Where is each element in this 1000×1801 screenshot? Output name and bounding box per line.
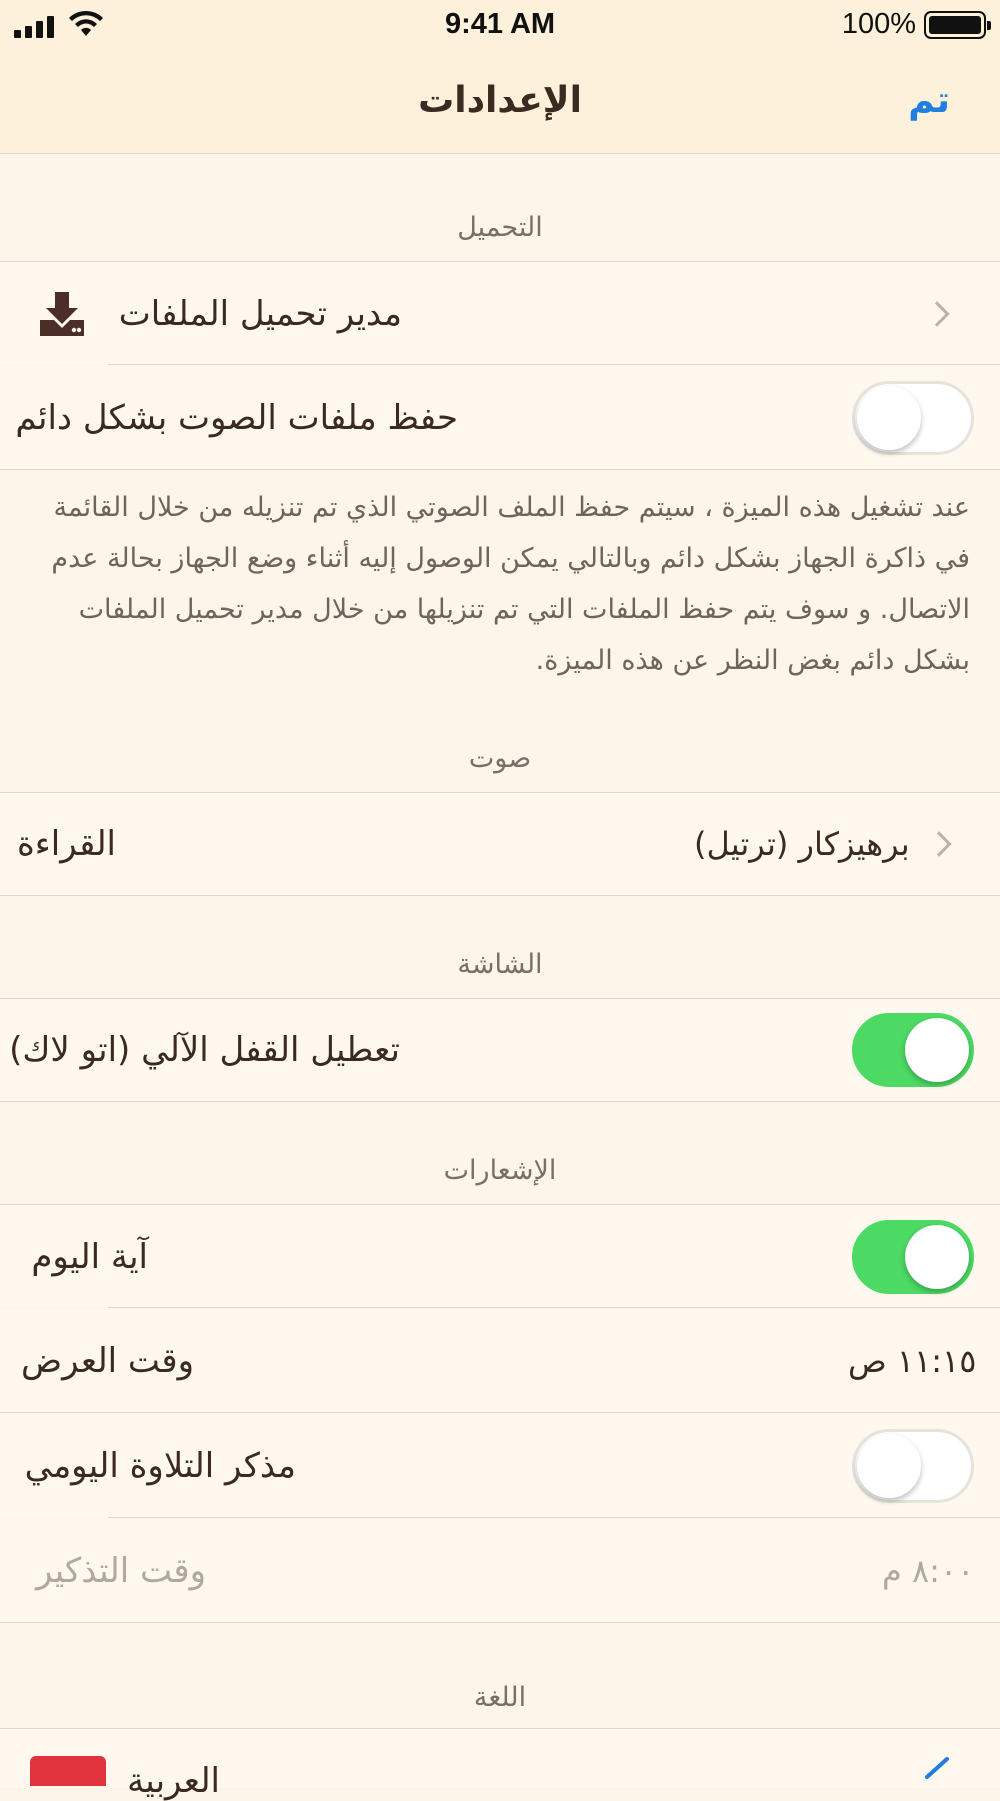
status-bar	[0, 0, 1000, 50]
section-header-notifications: الإشعارات	[443, 1155, 557, 1186]
verse-of-day-row	[0, 1204, 1000, 1308]
language-label: العربية	[127, 1761, 220, 1801]
recitation-value: برهيزكار (ترتيل)	[694, 825, 910, 863]
daily-reminder-toggle[interactable]	[852, 1429, 974, 1503]
auto-lock-toggle[interactable]	[852, 1013, 974, 1087]
toggle-knob	[905, 1225, 969, 1289]
section-header-screen: الشاشة	[457, 949, 543, 980]
download-footer-text: عند تشغيل هذه الميزة ، سيتم حفظ الملف الصوتي الذي تم تنزيله من خلال القائمة في ذاكرة الجهاز بشكل دائم وبالتالي يمكن الوصول إليه أثناء وضع الجهاز بحالة عدم الاتصال. و سوف يتم حفظ الملفات التي تم تنزيلها من خلال مدير تحميل الملفات بشكل دائم بغض النظر عن هذه الميزة.	[51, 492, 970, 676]
verse-of-day-label: آية اليوم	[31, 1236, 148, 1277]
verse-of-day-toggle[interactable]	[852, 1220, 974, 1294]
checkmark-icon	[925, 1755, 951, 1778]
section-header-language: اللغة	[473, 1682, 527, 1713]
display-time-row[interactable]	[0, 1309, 1000, 1413]
status-time: 9:41 AM	[444, 8, 556, 40]
download-manager-label: مدير تحميل الملفات	[118, 293, 402, 334]
toggle-knob	[905, 1018, 969, 1082]
display-time-value: ١١:١٥ ص	[848, 1341, 977, 1380]
auto-lock-row	[0, 998, 1000, 1102]
reminder-time-row	[0, 1519, 1000, 1623]
recitation-label: القراءة	[16, 824, 116, 864]
battery-percentage: 100%	[841, 8, 916, 40]
download-icon	[38, 290, 86, 338]
navigation-bar	[0, 50, 1000, 154]
save-audio-row	[0, 366, 1000, 470]
save-audio-label: حفظ ملفات الصوت بشكل دائم	[15, 397, 458, 438]
daily-reminder-label: مذكر التلاوة اليومي	[24, 1446, 296, 1486]
language-row-arabic[interactable]	[0, 1728, 1000, 1801]
toggle-knob	[857, 1434, 921, 1498]
chevron-right-icon	[924, 301, 949, 326]
toggle-knob	[857, 386, 921, 450]
done-button[interactable]: تم	[908, 80, 950, 121]
page-title: الإعدادات	[418, 80, 582, 121]
download-manager-row[interactable]	[0, 261, 1000, 365]
save-audio-toggle[interactable]	[852, 381, 974, 455]
section-header-sound: صوت	[468, 743, 532, 774]
auto-lock-label: تعطيل القفل الآلي (اتو لاك)	[9, 1030, 400, 1070]
section-header-download: التحميل	[457, 212, 543, 243]
flag-icon	[30, 1756, 106, 1786]
reminder-time-value: ٨:٠٠ م	[882, 1551, 975, 1590]
reminder-time-label: وقت التذكير	[36, 1550, 206, 1591]
daily-reminder-row	[0, 1414, 1000, 1518]
display-time-label: وقت العرض	[21, 1340, 194, 1381]
chevron-right-icon	[926, 831, 951, 856]
battery-icon	[924, 11, 986, 39]
recitation-row[interactable]	[0, 792, 1000, 896]
